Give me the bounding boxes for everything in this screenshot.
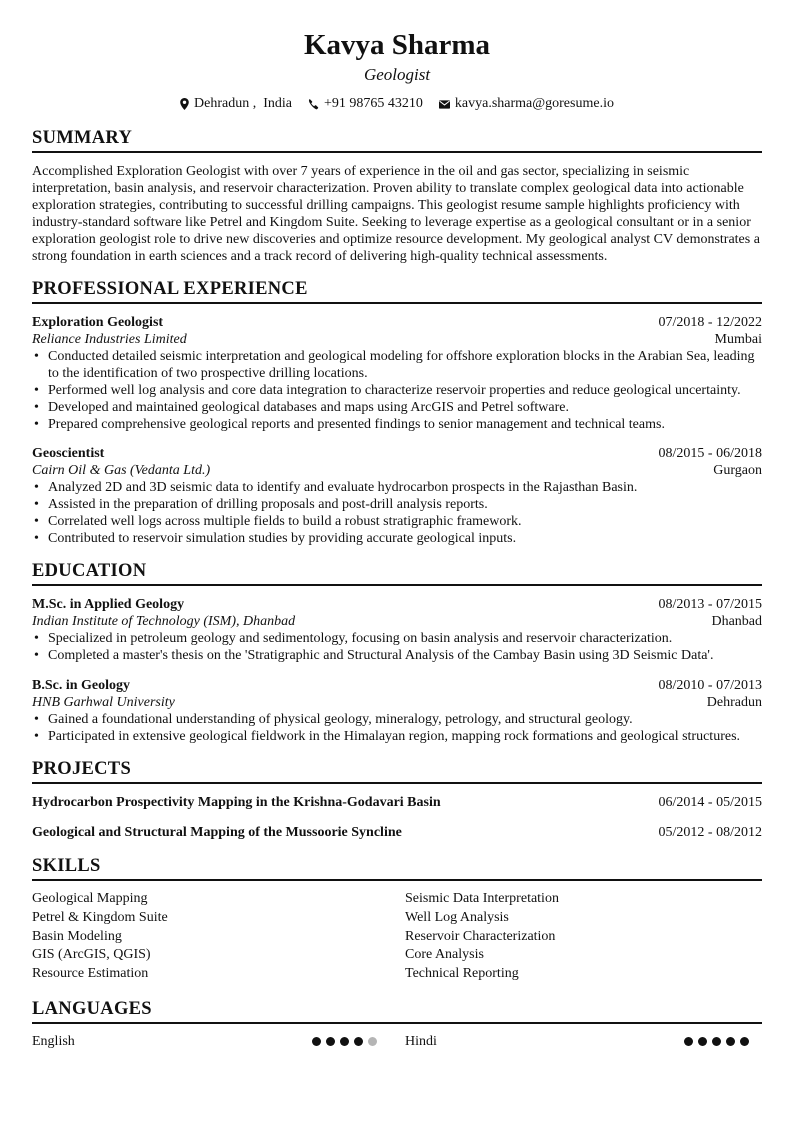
location-text: Dehradun , India [194, 96, 292, 111]
list-item: • Participated in extensive geological fieldwork in the Himalayan region, mapping rock formations and geological structures. [32, 728, 762, 745]
job-dates: 08/2015 - 06/2018 [658, 446, 762, 461]
school-name: HNB Garhwal University [32, 695, 175, 710]
education-header [32, 596, 762, 613]
project-dates: 06/2014 - 05/2015 [658, 795, 762, 810]
summary-heading: SUMMARY [32, 128, 133, 148]
contact-row [32, 95, 762, 113]
job-subheader [32, 462, 762, 479]
project-dates: 05/2012 - 08/2012 [658, 825, 762, 840]
skills-heading: SKILLS [32, 856, 101, 876]
skill-item: Seismic Data Interpretation [405, 891, 559, 906]
project-item [32, 824, 762, 841]
level-dot-filled [740, 1037, 749, 1046]
level-dot-filled [726, 1037, 735, 1046]
education-dates: 08/2010 - 07/2013 [658, 678, 762, 693]
experience-divider [32, 302, 762, 304]
skill-item: Petrel & Kingdom Suite [32, 909, 168, 925]
level-dot-filled [312, 1037, 321, 1046]
contact-phone[interactable] [308, 95, 423, 113]
skill-item: Technical Reporting [405, 966, 519, 982]
level-dot-filled [340, 1037, 349, 1046]
candidate-title: Geologist [363, 65, 431, 84]
education-divider [32, 584, 762, 586]
contact-location [180, 95, 292, 113]
skill-item: Geological Mapping [32, 891, 148, 906]
job-subheader [32, 331, 762, 348]
phone-icon [308, 99, 319, 110]
education-dates: 08/2013 - 07/2015 [658, 597, 762, 612]
level-dot-filled [712, 1037, 721, 1046]
job-bullets [32, 479, 762, 547]
job-company: Reliance Industries Limited [32, 332, 187, 347]
job-dates: 07/2018 - 12/2022 [658, 315, 762, 330]
skills-column-right [405, 890, 559, 984]
education-subheader [32, 694, 762, 711]
location-pin-icon [180, 98, 189, 110]
job-role: Geoscientist [32, 446, 105, 461]
skill-item: Reservoir Characterization [405, 928, 556, 944]
job-header [32, 445, 762, 462]
list-item: • Correlated well logs across multiple fields to build a robust stratigraphic framework. [32, 513, 762, 530]
list-item: • Analyzed 2D and 3D seismic data to identify and evaluate hydrocarbon prospects in the Rajasthan Basin. [32, 479, 762, 496]
skills-column-left [32, 890, 168, 984]
skill-item: Core Analysis [405, 947, 484, 963]
list-item: • Conducted detailed seismic interpretation and geological modeling for offshore exploration blocks in the Arabian Sea, leading to the identification of two prospective drilling locations. [32, 348, 762, 382]
degree-name: M.Sc. in Applied Geology [32, 597, 185, 612]
skill-item: Well Log Analysis [405, 909, 509, 925]
list-item: • Prepared comprehensive geological reports and presented findings to senior management and technical teams. [32, 416, 762, 433]
job-role: Exploration Geologist [32, 315, 164, 330]
level-dot-filled [354, 1037, 363, 1046]
list-item: • Completed a master's thesis on the 'Stratigraphic and Structural Analysis of the Cambay Basin using 3D Seismic Data'. [32, 647, 762, 664]
school-location: Dhanbad [711, 614, 762, 629]
education-bullets [32, 711, 762, 745]
language-level-dots [312, 1037, 382, 1046]
contact-email[interactable] [439, 95, 614, 113]
job-company: Cairn Oil & Gas (Vedanta Ltd.) [32, 463, 211, 478]
languages-divider [32, 1022, 762, 1024]
projects-heading: PROJECTS [32, 759, 132, 779]
summary-text: Accomplished Exploration Geologist with over 7 years of experience in the oil and gas sector, specializing in seismic interpretation, basin analysis, and reservoir characterization. Proven ability to translate complex geological data into actionable exploration strategies, contributing to successful drilling campaigns. This geologist resume sample highlights proficiency with industry-standard software like Petrel and Kingdom Suite. Seeking to leverage expertise as a geological consultant or in a senior exploration geologist role to drive new discoveries and optimize resource development. My geological analyst CV demonstrates a strong foundation in earth sciences and a track record of delivering high-quality technical assessments. [32, 164, 760, 264]
experience-heading: PROFESSIONAL EXPERIENCE [32, 279, 308, 299]
education-header [32, 677, 762, 694]
job-header [32, 314, 762, 331]
skill-item: GIS (ArcGIS, QGIS) [32, 947, 151, 963]
education-bullets [32, 630, 762, 664]
candidate-name: Kavya Sharma [303, 29, 491, 61]
list-item: • Performed well log analysis and core data integration to characterize reservoir properties and reduce geological uncertainty. [32, 382, 762, 399]
language-level-dots [684, 1037, 754, 1046]
degree-name: B.Sc. in Geology [32, 678, 131, 693]
language-name: Hindi [405, 1034, 437, 1049]
job-location: Gurgaon [713, 463, 762, 478]
skill-item: Resource Estimation [32, 966, 149, 982]
mail-icon [439, 100, 450, 109]
project-item [32, 794, 762, 811]
summary-divider [32, 151, 762, 153]
level-dot-filled [326, 1037, 335, 1046]
list-item: • Gained a foundational understanding of physical geology, mineralogy, petrology, and structural geology. [32, 711, 762, 728]
skill-item: Basin Modeling [32, 928, 122, 944]
project-name: Hydrocarbon Prospectivity Mapping in the Krishna-Godavari Basin [32, 795, 441, 810]
level-dot-filled [684, 1037, 693, 1046]
projects-divider [32, 782, 762, 784]
school-name: Indian Institute of Technology (ISM), Dhanbad [32, 614, 296, 629]
list-item: • Developed and maintained geological databases and maps using ArcGIS and Petrel software. [32, 399, 762, 416]
project-name: Geological and Structural Mapping of the Mussoorie Syncline [32, 825, 402, 840]
languages-heading: LANGUAGES [32, 999, 152, 1019]
level-dot-empty [368, 1037, 377, 1046]
list-item: • Assisted in the preparation of drilling proposals and post-drill analysis reports. [32, 496, 762, 513]
level-dot-filled [698, 1037, 707, 1046]
email-text: kavya.sharma@goresume.io [454, 96, 614, 111]
phone-text: +91 98765 43210 [323, 96, 423, 111]
school-location: Dehradun [706, 695, 762, 710]
education-heading: EDUCATION [32, 561, 147, 581]
education-subheader [32, 613, 762, 630]
list-item: • Specialized in petroleum geology and sedimentology, focusing on basin analysis and reservoir characterization. [32, 630, 762, 647]
list-item: • Contributed to reservoir simulation studies by providing accurate geological inputs. [32, 530, 762, 547]
skills-divider [32, 879, 762, 881]
language-name: English [32, 1034, 75, 1049]
job-location: Mumbai [714, 332, 762, 347]
job-bullets [32, 348, 762, 433]
